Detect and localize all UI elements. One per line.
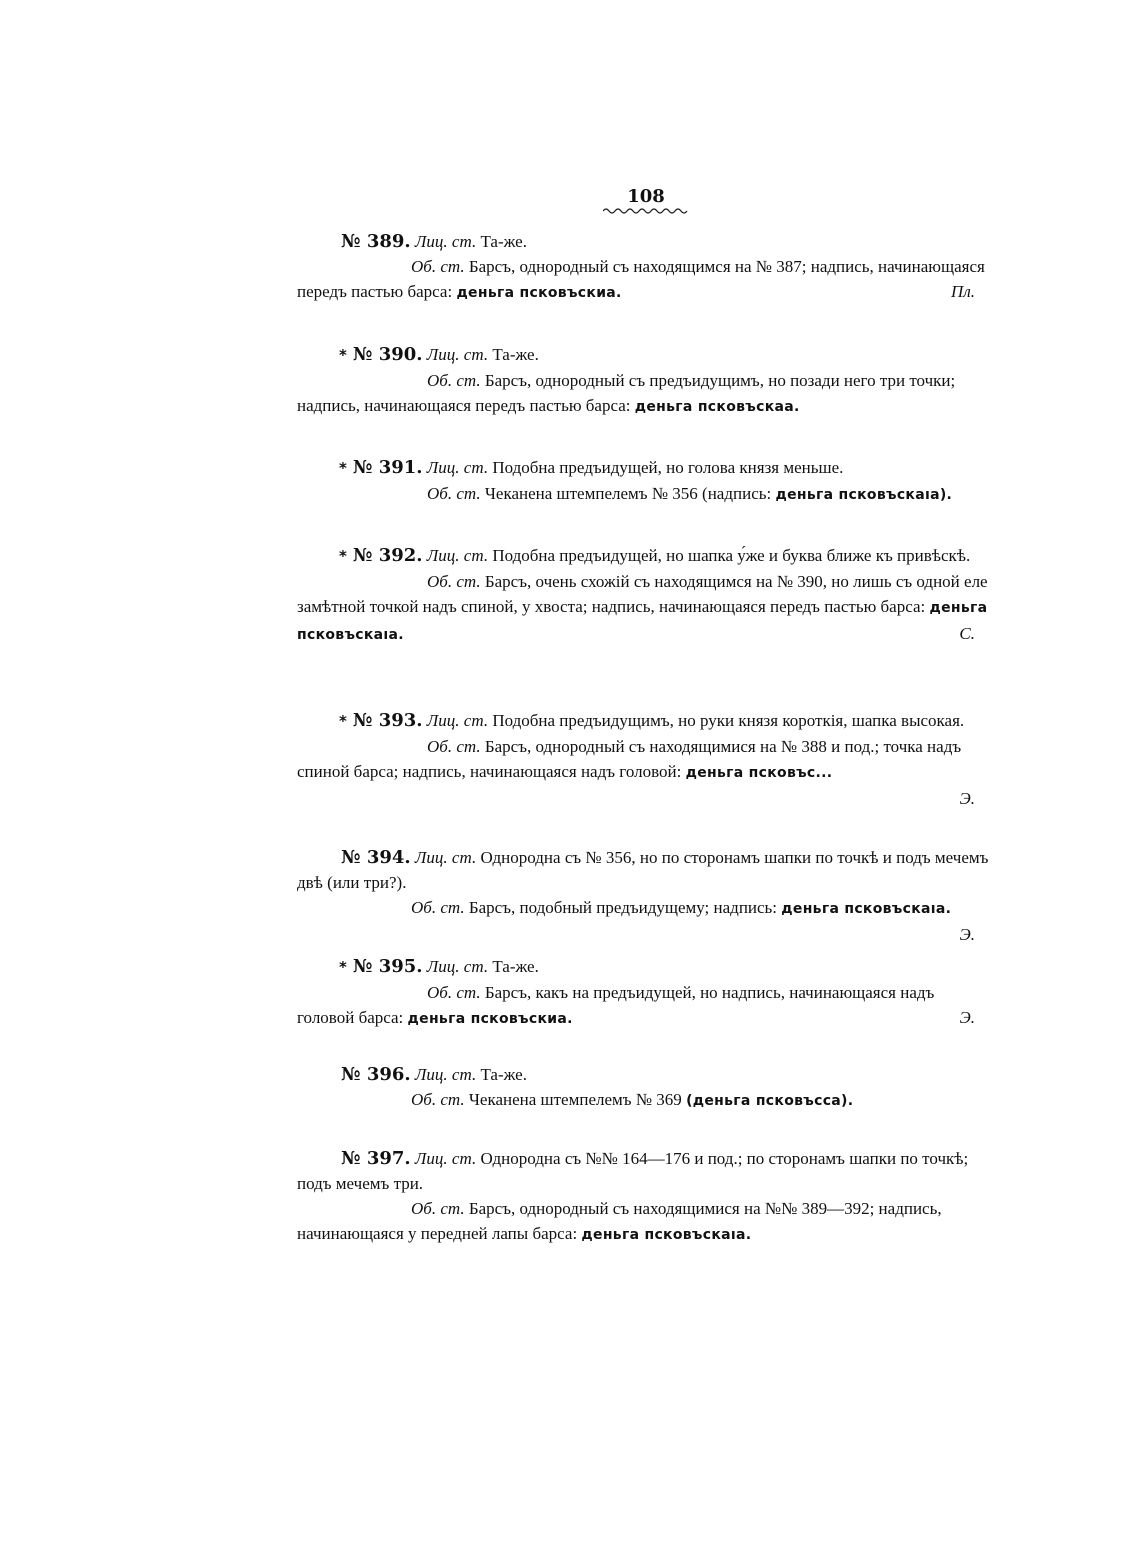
entry-397 [297,1146,993,1248]
reverse-label: Об. ст. [411,898,465,917]
coin-legend: деньга псковъскиа. [456,285,622,301]
reverse-label: Об. ст. [427,572,481,591]
coin-legend: деньга псковъскаıа. [781,901,952,917]
coin-legend: деньга псковъскиа. [407,1011,573,1027]
coin-legend: деньга псковъскаıа. [581,1227,752,1243]
entry-number: № 392. [352,545,423,566]
entry-392 [297,543,993,648]
reverse-label: Об. ст. [411,1199,465,1218]
star-mark: * [339,346,347,364]
entry-389 [297,229,993,306]
entry-number: № 396. [341,1064,411,1085]
reverse-text: Барсъ, однородный съ находящимся на № 387; надпись, начинающаяся передъ пастью барса: [297,257,985,301]
obverse-label: Лиц. ст. [426,711,489,730]
coin-legend: деньга псковъскаа. [634,399,800,415]
entry-number: № 394. [341,847,411,868]
obverse-line [297,845,993,895]
obverse-label: Лиц. ст. [426,546,489,565]
reverse-paragraph [297,980,993,1032]
obverse-line [297,543,993,569]
obverse-label: Лиц. ст. [426,345,489,364]
star-mark: * [339,547,347,565]
obverse-text: Подобна предъидущей, но шапка у́же и буква ближе къ привѣскѣ. [492,546,971,565]
entry-390 [297,342,993,420]
reverse-text: Барсъ, однородный съ находящимися на № 388 и под.; точка надъ спиной барса; надпись, начинающаяся надъ головой: [297,737,962,781]
reverse-paragraph [297,254,993,306]
entry-number: № 397. [341,1148,411,1169]
star-mark: * [339,958,347,976]
coin-legend: деньга псковъскаıа). [775,487,953,503]
obverse-label: Лиц. ст. [414,1149,477,1168]
coin-legend: деньга псковъс... [685,765,833,781]
reverse-paragraph [297,569,993,648]
entry-number: № 389. [341,231,411,252]
reverse-text: Чеканена штемпелемъ № 369 [468,1090,682,1109]
obverse-text: Однородна съ № 356, но по сторонамъ шапки по точкѣ и подъ мечемъ двѣ (или три?). [297,848,989,892]
entry-393 [297,708,993,811]
obverse-label: Лиц. ст. [414,1065,477,1084]
obverse-text: Однородна съ №№ 164—176 и под.; по сторонамъ шапки по точкѣ; подъ мечемъ три. [297,1149,969,1193]
reverse-text: Барсъ, очень схожiй съ находящимся на № 390, но лишь съ одной еле замѣтной точкой надъ спиной, у хвоста; надпись, начинающаяся передъ пастью барса: [297,572,988,616]
obverse-line [297,342,993,368]
obverse-label: Лиц. ст. [414,232,477,251]
reverse-text: Чеканена штемпелемъ № 356 (надпись: [484,484,772,503]
reverse-text: Барсъ, однородный съ находящимися на №№ 389—392; надпись, начинающаяся у передней лапы барса: [297,1199,942,1243]
obverse-label: Лиц. ст. [426,458,489,477]
entry-number: № 395. [352,956,423,977]
reverse-label: Об. ст. [427,983,481,1002]
entry-391 [297,455,993,508]
source-mark: Э. [959,789,975,808]
entry-number: № 390. [352,344,423,365]
obverse-line [297,229,993,254]
source-mark: Пл. [951,282,975,301]
reverse-text: Барсъ, подобный предъидущему; надпись: [468,898,778,917]
star-mark: * [339,459,347,477]
entry-396 [297,1062,993,1114]
obverse-line [297,1146,993,1196]
coin-legend: деньга псковъскаıа. [297,600,988,643]
page-number [603,186,689,215]
obverse-line [297,455,993,481]
source-mark: С. [959,624,975,643]
entry-394 [297,845,993,947]
reverse-paragraph [297,481,993,508]
page-number-text: 108 [627,186,665,207]
reverse-label: Об. ст. [427,737,481,756]
entry-number: № 391. [352,457,423,478]
obverse-text: Та-же. [480,232,527,251]
obverse-line [297,708,993,734]
reverse-label: Об. ст. [427,484,481,503]
entry-395 [297,954,993,1032]
obverse-text: Та-же. [492,957,539,976]
obverse-text: Та-же. [492,345,539,364]
reverse-paragraph [297,895,993,922]
reverse-paragraph [297,734,993,808]
obverse-text: Подобна предъидущей, но голова князя меньше. [492,458,844,477]
obverse-line [297,954,993,980]
obverse-text: Подобна предъидущимъ, но руки князя короткiя, шапка высокая. [492,711,965,730]
reverse-paragraph [297,1087,993,1114]
obverse-line [297,1062,993,1087]
star-mark: * [339,712,347,730]
reverse-text: Барсъ, однородный съ предъидущимъ, но позади него три точки; надпись, начинающаяся передъ пастью барса: [297,371,956,415]
source-mark: Э. [959,1008,975,1027]
reverse-paragraph [297,1196,993,1248]
reverse-text: Барсъ, какъ на предъидущей, но надпись, начинающаяся надъ головой барса: [297,983,935,1027]
obverse-label: Лиц. ст. [414,848,477,867]
coin-legend: (деньга псковъсса). [686,1093,854,1109]
reverse-label: Об. ст. [411,1090,465,1109]
reverse-paragraph [297,368,993,420]
reverse-label: Об. ст. [411,257,465,276]
obverse-label: Лиц. ст. [426,957,489,976]
reverse-label: Об. ст. [427,371,481,390]
entry-number: № 393. [352,710,423,731]
page-number-wavy-underline [603,207,689,215]
obverse-text: Та-же. [480,1065,527,1084]
source-mark: Э. [959,925,975,944]
